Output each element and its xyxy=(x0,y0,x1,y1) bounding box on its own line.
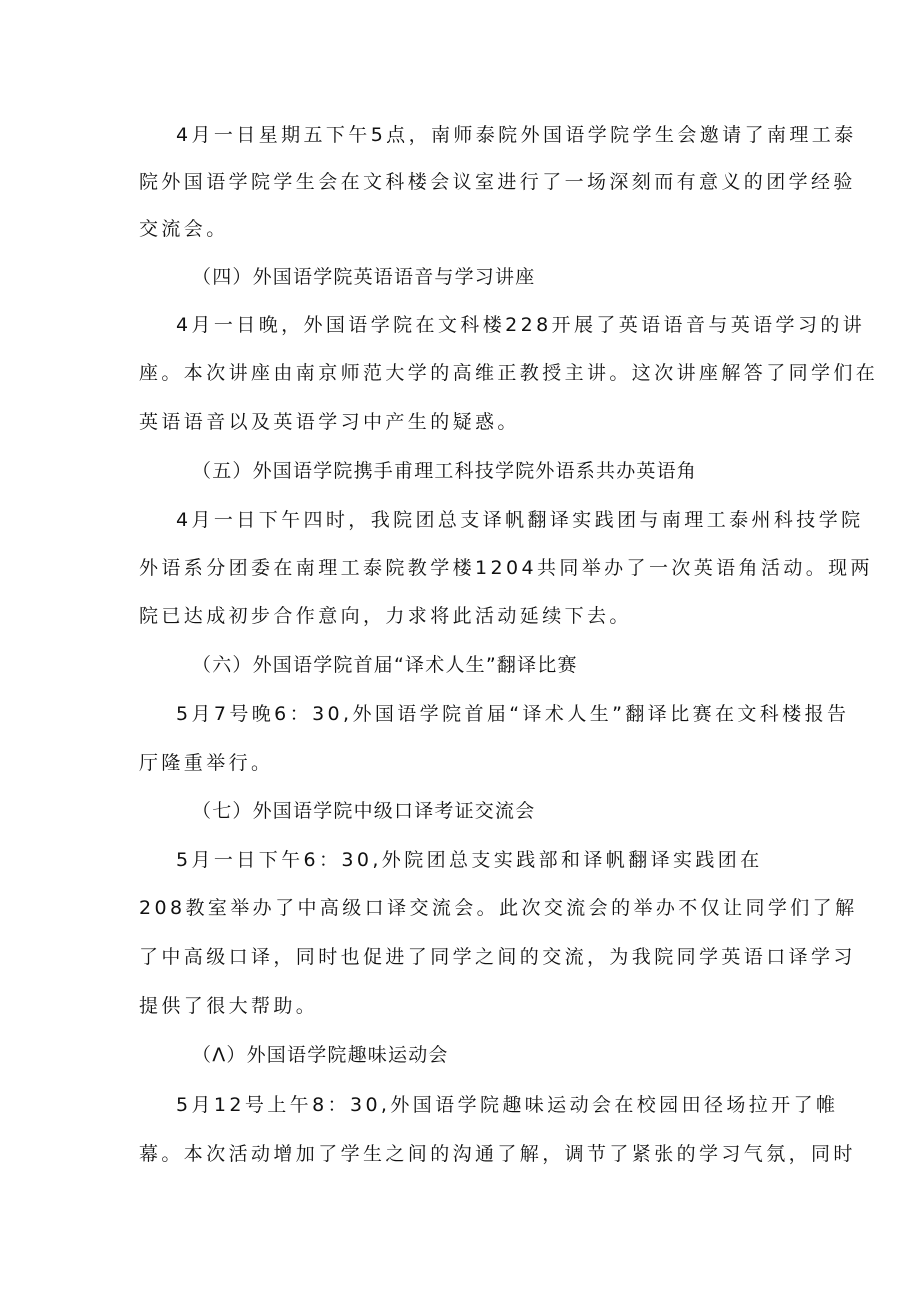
text-line-14: 厅隆重举行。 xyxy=(139,752,274,774)
text-line-2: 院外国语学院学生会在文科楼会议室进行了一场深刻而有意义的团学经验 xyxy=(139,171,856,193)
text-line-7: 英语语音以及英语学习中产生的疑惑。 xyxy=(139,411,520,433)
section-heading-4: （四）外国语学院英语语音与学习讲座 xyxy=(192,266,536,288)
section-heading-6: （六）外国语学院首届“译术人生”翻译比赛 xyxy=(192,654,578,676)
text-line-5: 4月一日晚，外国语学院在文科楼228开展了英语语音与英语学习的讲 xyxy=(176,314,866,336)
text-line-19: 提供了很大帮助。 xyxy=(139,995,319,1017)
text-line-16: 5月一日下午6：30,外院团总支实践部和译帆翻译实践团在 xyxy=(176,849,763,871)
text-line-21: 5月12号上午8：30,外国语学院趣味运动会在校园田径场拉开了帷 xyxy=(176,1094,839,1116)
text-line-6: 座。本次讲座由南京师范大学的高维正教授主讲。这次讲座解答了同学们在 xyxy=(139,362,879,384)
text-line-1: 4月一日星期五下午5点，南师泰院外国语学院学生会邀请了南理工泰 xyxy=(176,124,857,146)
section-heading-8: （Λ）外国语学院趣味运动会 xyxy=(192,1044,449,1066)
text-line-13: 5月7号晚6：30,外国语学院首届“译术人生”翻译比赛在文科楼报告 xyxy=(176,703,850,725)
section-heading-5: （五）外国语学院携手甫理工科技学院外语系共办英语角 xyxy=(192,460,698,482)
text-line-3: 交流会。 xyxy=(139,218,229,240)
text-line-17: 208教室举办了中高级口译交流会。此次交流会的举办不仅让同学们了解 xyxy=(139,897,858,919)
text-line-18: 了中高级口译，同时也促进了同学之间的交流，为我院同学英语口译学习 xyxy=(139,946,856,968)
text-line-22: 幕。本次活动增加了学生之间的沟通了解，调节了紧张的学习气氛，同时 xyxy=(139,1143,856,1165)
text-line-11: 院已达成初步合作意向，力求将此活动延续下去。 xyxy=(139,605,632,627)
section-heading-7: （七）外国语学院中级口译考证交流会 xyxy=(192,800,536,822)
text-line-10: 外语系分团委在南理工泰院教学楼1204共同举办了一次英语角活动。现两 xyxy=(139,557,873,579)
text-line-9: 4月一日下午四时，我院团总支译帆翻译实践团与南理工泰州科技学院 xyxy=(176,509,864,531)
